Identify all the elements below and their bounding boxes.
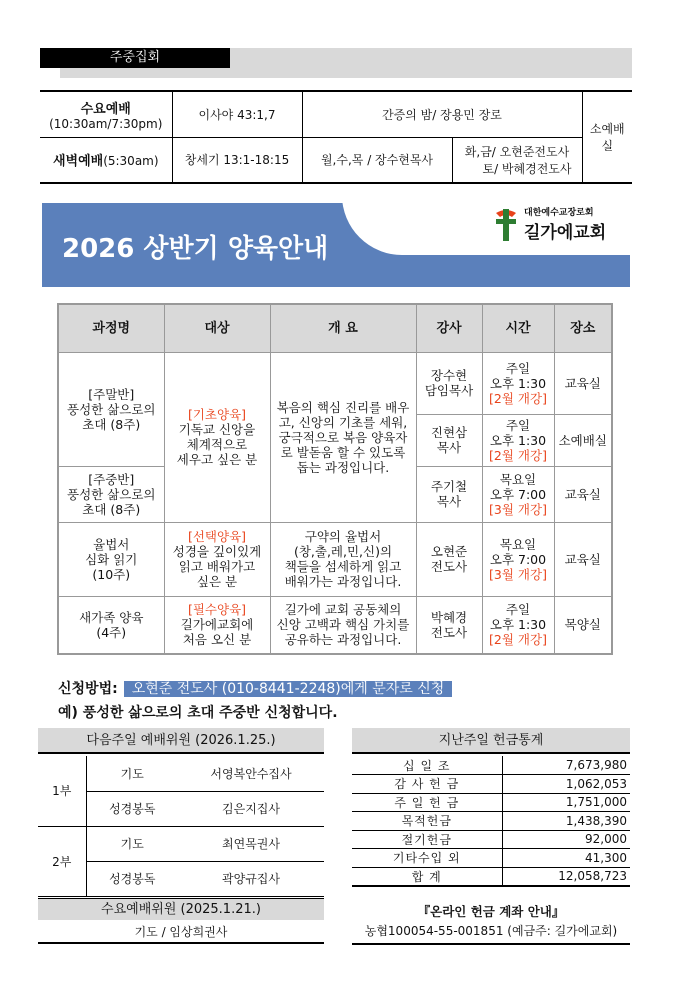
course-teacher	[416, 522, 482, 596]
teacher-name: 오현준	[430, 544, 468, 559]
duty-person: 최연목권사	[178, 826, 324, 861]
teacher-title: 목사	[436, 440, 462, 455]
dawn-days2a: 화,금/ 오현준전도사	[464, 144, 570, 159]
dawn-days1: 월,수,목 / 장수현목사	[302, 137, 452, 183]
course-place: 교육실	[554, 466, 612, 522]
course-name-line: [주중반]	[88, 471, 135, 487]
offering-amount: 41,300	[502, 849, 630, 868]
offering-total-amount: 12,058,723	[502, 867, 630, 886]
offering-total-label: 합 계	[352, 867, 502, 886]
desc-line: 로 발돋움 할 수 있도록	[280, 444, 406, 460]
time-start: [2월 개강]	[489, 632, 547, 648]
teacher-title: 목사	[436, 494, 462, 509]
course-time	[482, 522, 554, 596]
duty-role: 성경봉독	[86, 791, 178, 826]
time-start: [2월 개강]	[489, 447, 547, 463]
duty-role: 기도	[86, 826, 178, 861]
wed-worship-cell	[40, 91, 172, 137]
duty-role: 성경봉독	[86, 861, 178, 896]
course-place: 교육실	[554, 522, 612, 596]
course-place: 교육실	[554, 352, 612, 414]
course-name	[58, 466, 164, 522]
duty-table	[38, 756, 324, 897]
offering-amount: 1,438,390	[502, 812, 630, 831]
course-teacher	[416, 466, 482, 522]
course-name-line: 초대 (8주)	[82, 501, 141, 517]
dawn-days2-cell	[452, 137, 582, 183]
course-name-line: 초대 (8주)	[82, 416, 141, 432]
course-time	[482, 596, 554, 654]
section-header-notch	[40, 68, 60, 78]
course-table	[57, 303, 613, 655]
course-time	[482, 414, 554, 466]
time-day: 주일	[505, 602, 531, 618]
col-header: 장소	[554, 304, 612, 352]
target-tag: [기초양육]	[187, 407, 247, 422]
online-offering-title: 『온라인 헌금 계좌 안내』	[417, 904, 565, 919]
teacher-name: 진현삼	[430, 425, 468, 440]
course-teacher	[416, 596, 482, 654]
course-place: 목양실	[554, 596, 612, 654]
course-name-line: [주말반]	[88, 386, 135, 402]
desc-line: 구약의 율법서	[304, 529, 382, 544]
wed-worship-time: (10:30am/7:30pm)	[49, 116, 163, 131]
duty-person: 김은지집사	[178, 791, 324, 826]
time-hour: 오후 7:00	[489, 486, 547, 502]
course-name	[58, 522, 164, 596]
target-line: 처음 오신 분	[182, 632, 252, 648]
offering-label: 십 일 조	[352, 756, 502, 775]
teacher-name: 주기철	[430, 479, 468, 494]
course-name-line: (10주)	[92, 566, 131, 582]
desc-line: 복음의 핵심 진리를 배우	[276, 399, 410, 415]
dawn-scripture: 창세기 13:1-18:15	[172, 137, 302, 183]
course-name	[58, 596, 164, 654]
teacher-title: 담임목사	[424, 383, 474, 398]
banner-title: 2026 상반기 양육안내	[62, 234, 329, 264]
course-time	[482, 352, 554, 414]
course-time	[482, 466, 554, 522]
apply-method	[58, 678, 452, 698]
offering-label: 감 사 헌 금	[352, 775, 502, 794]
wed-duty-title: 수요예배위원 (2025.1.21.)	[38, 898, 324, 920]
course-name-line: 율법서	[93, 536, 130, 552]
offering-amount: 1,062,053	[502, 775, 630, 794]
course-name-line: 풍성한 삶으로의	[67, 401, 156, 417]
col-header: 강사	[416, 304, 482, 352]
dawn-worship-name: 새벽예배	[52, 154, 104, 170]
worship-schedule-table	[40, 90, 632, 184]
target-line: 체계적으로	[186, 437, 248, 452]
offering-amount: 92,000	[502, 830, 630, 849]
col-header: 과정명	[58, 304, 164, 352]
desc-line: 길가에 교회 공동체의	[284, 602, 402, 618]
duty-person: 곽양규집사	[178, 861, 324, 896]
time-day: 주일	[505, 360, 531, 376]
course-name-line: (4주)	[96, 624, 127, 640]
course-name-line: 새가족 양육	[79, 609, 144, 625]
time-day: 목요일	[499, 471, 537, 487]
time-start: [2월 개강]	[489, 390, 547, 406]
target-line: 세우고 싶은 분	[176, 452, 258, 467]
duty-title: 다음주일 예배위원 (2026.1.25.)	[38, 728, 324, 754]
time-hour: 오후 7:00	[489, 551, 547, 567]
offering-label: 기타수입 외	[352, 849, 502, 868]
offering-table	[352, 756, 630, 887]
time-start: [3월 개강]	[489, 566, 547, 582]
teacher-title: 전도사	[430, 624, 468, 640]
section-title: 주중집회	[40, 48, 230, 68]
duty-group: 2부	[38, 826, 86, 896]
time-start: [3월 개강]	[489, 501, 547, 517]
dawn-days2b: 토/ 박혜경전도사	[482, 161, 572, 176]
course-teacher	[416, 414, 482, 466]
duty-role: 기도	[86, 756, 178, 791]
apply-example: 예) 풍성한 삶으로의 초대 주중반 신청합니다.	[58, 705, 338, 721]
desc-line: 돕는 과정입니다.	[296, 459, 390, 475]
target-line: 기독교 신앙을	[178, 422, 256, 437]
time-day: 목요일	[499, 536, 537, 552]
course-description	[270, 352, 416, 522]
worship-place: 소예배실	[582, 91, 632, 183]
church-name: 길가에교회	[524, 223, 607, 243]
wed-duty-row: 기도 / 임상희권사	[38, 920, 324, 944]
course-banner	[42, 203, 630, 287]
online-offering-account: 농협100054-55-001851 (예금주: 길가에교회)	[352, 922, 630, 945]
course-description	[270, 596, 416, 654]
duty-group: 1부	[38, 756, 86, 826]
course-description	[270, 522, 416, 596]
teacher-name: 박혜경	[430, 609, 468, 625]
offering-amount: 7,673,980	[502, 756, 630, 775]
duty-person: 서영복안수집사	[178, 756, 324, 791]
apply-label: 신청방법:	[58, 681, 118, 697]
time-hour: 오후 1:30	[489, 375, 547, 391]
time-hour: 오후 1:30	[489, 617, 547, 633]
target-line: 길가에교회에	[180, 617, 254, 633]
wed-worship-name: 수요예배	[80, 101, 131, 117]
col-header: 시간	[482, 304, 554, 352]
course-target	[164, 352, 270, 522]
course-name	[58, 352, 164, 466]
course-target	[164, 522, 270, 596]
apply-contact: 오현준 전도사 (010-8441-2248)에게 문자로 신청	[124, 681, 453, 697]
desc-line: 공유하는 과정입니다.	[284, 632, 402, 648]
time-hour: 오후 1:30	[489, 432, 547, 448]
desc-line: 신앙 고백과 핵심 가치를	[276, 617, 410, 633]
wed-content: 간증의 밤/ 장용민 장로	[302, 91, 582, 137]
desc-line: 궁극적으로 복음 양육자	[278, 429, 408, 445]
target-line: 싶은 분	[196, 574, 238, 589]
target-line: 성경을 깊이있게	[172, 544, 262, 559]
target-line: 읽고 배워가고	[178, 559, 256, 574]
teacher-title: 전도사	[430, 559, 468, 574]
course-target	[164, 596, 270, 654]
course-teacher	[416, 352, 482, 414]
course-name-line: 풍성한 삶으로의	[67, 486, 156, 502]
offering-label: 주 일 헌 금	[352, 793, 502, 812]
dawn-worship-cell	[40, 137, 172, 183]
wed-scripture: 이사야 43:1,7	[172, 91, 302, 137]
course-place: 소예배실	[554, 414, 612, 466]
target-tag: [필수양육]	[187, 602, 247, 618]
teacher-name: 장수현	[430, 368, 468, 383]
desc-line: 배워가는 과정입니다.	[284, 574, 402, 589]
desc-line: 책들을 섬세하게 읽고	[284, 559, 402, 574]
offering-title: 지난주일 헌금통계	[352, 728, 630, 754]
time-day: 주일	[505, 417, 531, 433]
offering-label: 절기헌금	[352, 830, 502, 849]
col-header: 개 요	[270, 304, 416, 352]
offering-amount: 1,751,000	[502, 793, 630, 812]
target-tag: [선택양육]	[187, 529, 247, 544]
course-name-line: 심화 읽기	[85, 551, 138, 567]
desc-line: (창,출,레,민,신)의	[293, 544, 393, 559]
church-logo-icon	[492, 203, 520, 243]
church-denomination: 대한예수교장로회	[524, 208, 594, 218]
col-header: 대상	[164, 304, 270, 352]
desc-line: 고, 신앙의 기초를 세워,	[278, 414, 408, 430]
dawn-worship-time: (5:30am)	[103, 154, 159, 169]
offering-label: 목적헌금	[352, 812, 502, 831]
